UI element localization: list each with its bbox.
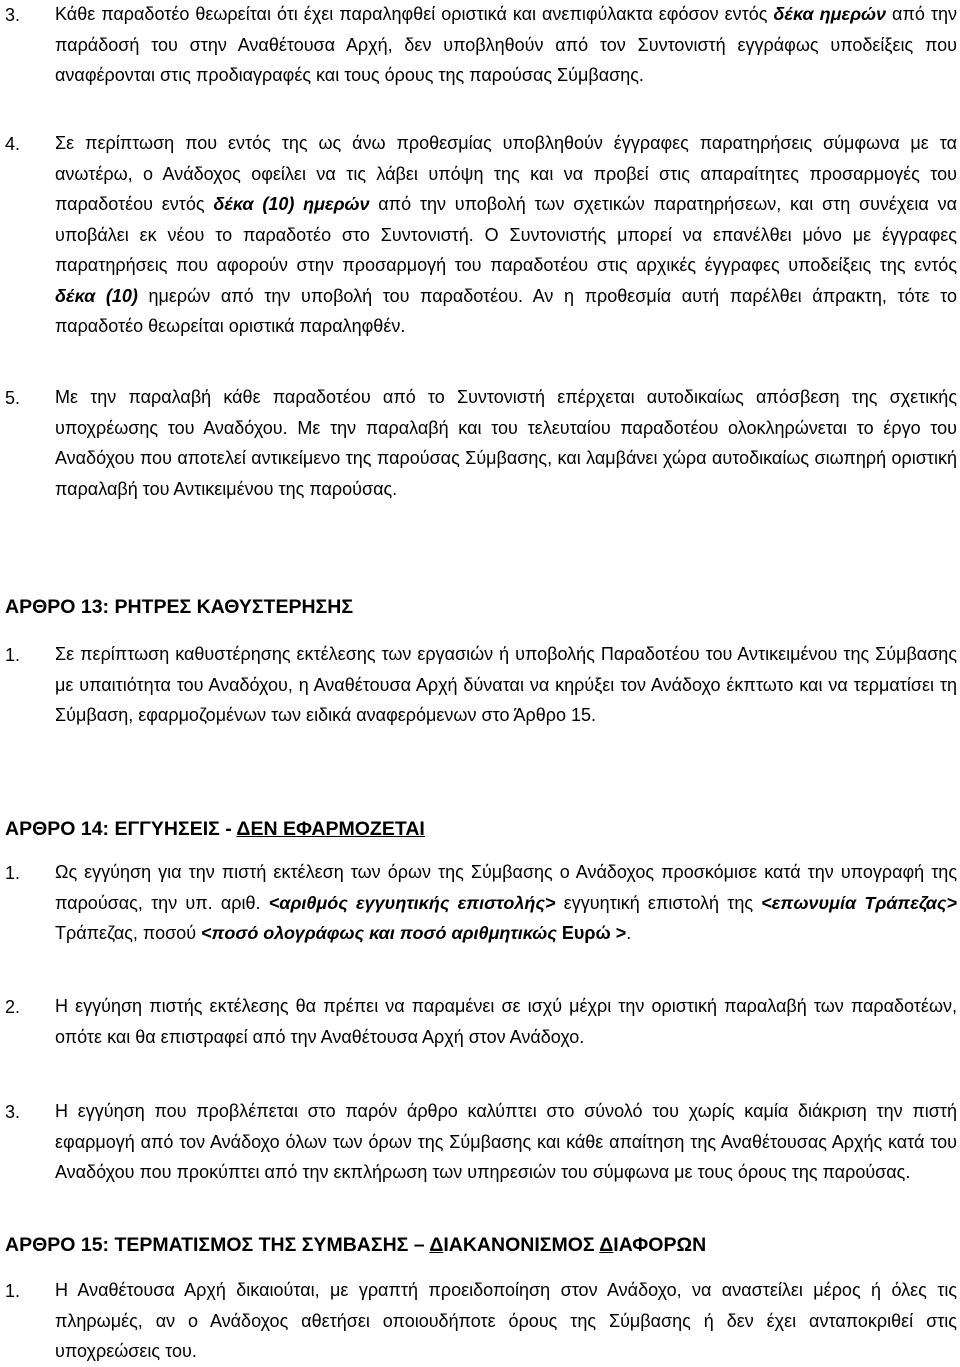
item-text: Σε περίπτωση καθυστέρησης εκτέλεσης των εργασιών ή υποβολής Παραδοτέου του Αντικειμένου της Σύμβασης με υπαιτιότητα του Αναδόχου, η Αναθέτουσα Αρχή δύναται να κηρύξει τον Ανάδοχο έκπτωτο και να τερματίσει τη Σύμβαση, εφαρμοζομένων των ειδικά αναφερόμενων στο Άρθρο 15.: [55, 644, 957, 725]
not-applicable-label: ΔΕΝ ΕΦΑΡΜΟΖΕΤΑΙ: [236, 818, 425, 840]
item-number: 1.: [5, 863, 21, 883]
article-13-heading: ΑΡΘΡΟ 13: ΡΗΤΡΕΣ ΚΑΘΥΣΤΕΡΗΣΗΣ: [5, 596, 354, 618]
emphasis-text: δέκα (10) ημερών: [213, 194, 370, 214]
placeholder-text: <ποσό ολογράφως και ποσό αριθμητικώς: [201, 923, 557, 943]
item-text: Ως εγγύηση για την πιστή εκτέλεση των όρων της Σύμβασης ο Ανάδοχος προσκόμισε κατά την υπογραφή της παρούσας, την υπ. αριθ. <αριθμός εγγυητικής επιστολής> εγγυητική επιστολή της <επωνυμία Τράπεζας> Τράπεζας, ποσού <ποσό ολογράφως και ποσό αριθμητικώς Ευρώ >.: [55, 862, 958, 943]
emphasis-text: δέκα ημερών: [773, 4, 887, 24]
item-text: Σε περίπτωση που εντός της ως άνω προθεσμίας υποβληθούν έγγραφες παρατηρήσεις σύμφωνα με τα ανωτέρω, ο Ανάδοχος οφείλει να τις λάβει υπόψη της και να προβεί στις απαραίτητες προσαρμογές του παραδοτέου εντός δέκα (10) ημερών από την υποβολή των σχετικών παρατηρήσεων, και στη συνέχεια να υποβάλει εκ νέου το παραδοτέο στο Συντονιστή. Ο Συντονιστής μπορεί να επανέλθει μόνο με έγγραφες παρατηρήσεις που αφορούν στην προσαρμογή του παραδοτέου στις αρχικές έγγραφες υποδείξεις της εντός δέκα (10) ημερών από την υποβολή του παραδοτέου. Αν η προθεσμία αυτή παρέλθει άπρακτη, τότε το παραδοτέο θεωρείται οριστικά παραληφθέν.: [55, 133, 957, 336]
item-number: 1.: [5, 645, 21, 665]
item-number: 5.: [5, 388, 21, 408]
item-number: 2.: [5, 997, 21, 1017]
item-text: Η εγγύηση που προβλέπεται στο παρόν άρθρο καλύπτει στο σύνολό του χωρίς καμία διάκριση την πιστή εφαρμογή από τον Ανάδοχο όλων των όρων της Σύμβασης και κάθε απαίτηση της Αναθέτουσας Αρχής κατά του Αναδόχου που προκύπτει από την εκπλήρωση των υπηρεσιών του σύμφωνα με τους όρους της παρούσας.: [55, 1101, 957, 1182]
item-number: 1.: [5, 1281, 21, 1301]
item-text: Η Αναθέτουσα Αρχή δικαιούται, με γραπτή προειδοποίηση στον Ανάδοχο, να αναστείλει μέρος ή όλες τις πληρωμές, αν ο Ανάδοχος αθετήσει οποιουδήποτε όρους της Σύμβασης ή δεν έχει ανταποκριθεί στις υποχρεώσεις του.: [55, 1280, 957, 1361]
item-number: 3.: [5, 5, 21, 25]
item-text: Με την παραλαβή κάθε παραδοτέου από το Συντονιστή επέρχεται αυτοδικαίως απόσβεση της σχετικής υποχρέωσης του Αναδόχου. Με την παραλαβή και του τελευταίου παραδοτέου ολοκληρώνεται το έργο του Αναδόχου που αποτελεί αντικείμενο της παρούσας Σύμβασης, και λαμβάνει χώρα αυτοδικαίως σιωπηρή οριστική παραλαβή του Αντικειμένου της παρούσας.: [55, 387, 957, 499]
placeholder-text: Ευρώ >: [556, 923, 627, 943]
item-number: 4.: [5, 134, 21, 154]
item-text: Η εγγύηση πιστής εκτέλεσης θα πρέπει να παραμένει σε ισχύ μέχρι την οριστική παραλαβή των παραδοτέων, οπότε και θα επιστραφεί από την Αναθέτουσα Αρχή στον Ανάδοχο.: [55, 996, 957, 1047]
article-14-heading: ΑΡΘΡΟ 14: ΕΓΓΥΗΣΕΙΣ - ΔΕΝ ΕΦΑΡΜΟΖΕΤΑΙ: [5, 818, 425, 840]
placeholder-text: <αριθμός εγγυητικής επιστολής>: [268, 892, 556, 913]
emphasis-text: δέκα (10): [55, 285, 138, 306]
placeholder-text: <επωνυμία Τράπεζας>: [761, 892, 958, 913]
item-text: Κάθε παραδοτέο θεωρείται ότι έχει παραληφθεί οριστικά και ανεπιφύλακτα εφόσον εντός δέκα ημερών από την παράδοσή του στην Αναθέτουσα Αρχή, δεν υποβληθούν από τον Συντονιστή εγγράφως υποδείξεις που αναφέρονται στις προδιαγραφές και τους όρους της παρούσας Σύμβασης.: [55, 4, 957, 85]
article-15-heading: ΑΡΘΡΟ 15: ΤΕΡΜΑΤΙΣΜΟΣ ΤΗΣ ΣΥΜΒΑΣΗΣ – ΔΙΑΚΑΝΟΝΙΣΜΟΣ ΔΙΑΦΟΡΩΝ: [5, 1234, 707, 1256]
item-number: 3.: [5, 1102, 21, 1122]
